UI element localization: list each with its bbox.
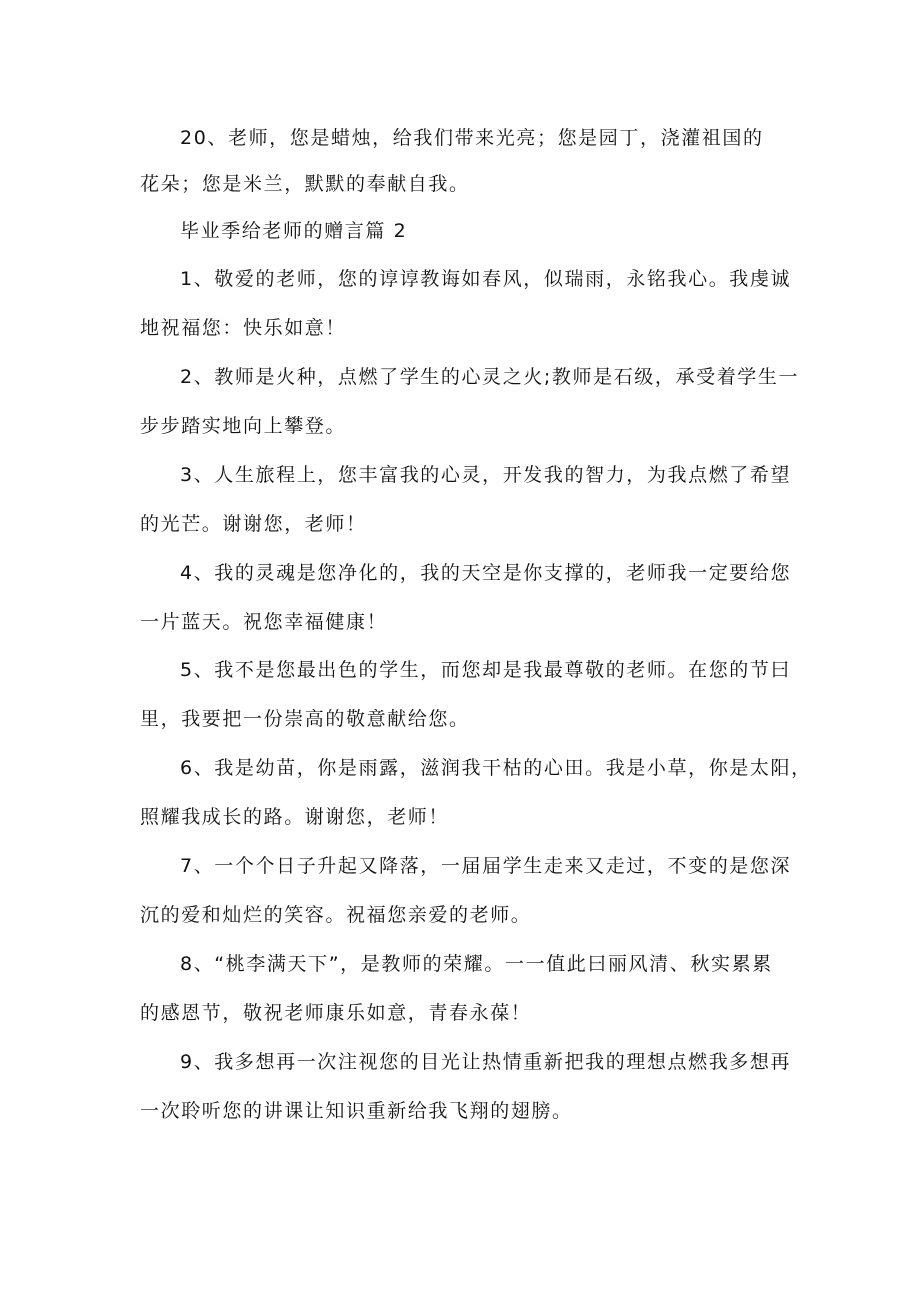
item-2-line-2: 步步踏实地向上攀登。 <box>140 415 347 437</box>
item-1-line-1: 1、敬爱的老师，您的谆谆教诲如春风，似瑞雨，永铭我心。我虔诚 <box>180 268 792 290</box>
item-5-line-2: 里，我要把一份崇高的敬意献给您。 <box>140 708 470 730</box>
item-2-line-1: 2、教师是火种，点燃了学生的心灵之火;教师是石级，承受着学生一 <box>180 366 800 388</box>
item-3-line-2: 的光芒。谢谢您，老师！ <box>140 513 367 535</box>
item-1-line-2: 地祝福您：快乐如意！ <box>140 317 347 339</box>
item-6-line-1: 6、我是幼苗，你是雨露，滋润我干枯的心田。我是小草，你是太阳， <box>180 757 812 779</box>
item-3-line-1: 3、人生旅程上，您丰富我的心灵，开发我的智力，为我点燃了希望 <box>180 464 792 486</box>
item-7-line-2: 沉的爱和灿烂的笑容。祝福您亲爱的老师。 <box>140 904 532 926</box>
item-8-line-2: 的感恩节，敬祝老师康乐如意，青春永葆！ <box>140 1002 532 1024</box>
item-8-line-1: 8、“桃李满天下”，是教师的荣耀。一一值此曰丽风清、秋实累累 <box>180 953 773 975</box>
intro-line-2: 花朵；您是米兰，默默的奉献自我。 <box>140 173 470 195</box>
item-7-line-1: 7、一个个日子升起又降落，一届届学生走来又走过，不变的是您深 <box>180 855 792 877</box>
item-9-line-1: 9、我多想再一次注视您的目光让热情重新把我的理想点燃我多想再 <box>180 1051 792 1073</box>
section-title: 毕业季给老师的赠言篇 2 <box>180 220 408 242</box>
item-6-line-2: 照耀我成长的路。谢谢您，老师！ <box>140 806 450 828</box>
intro-line-1: 20、老师，您是蜡烛，给我们带来光亮；您是园丁，浇灌祖国的 <box>180 127 764 149</box>
item-9-line-2: 一次聆听您的讲课让知识重新给我飞翔的翅膀。 <box>140 1100 573 1122</box>
item-5-line-1: 5、我不是您最出色的学生，而您却是我最尊敬的老师。在您的节曰 <box>180 659 792 681</box>
item-4-line-2: 一片蓝天。祝您幸福健康！ <box>140 611 388 633</box>
item-4-line-1: 4、我的灵魂是您净化的，我的天空是你支撑的，老师我一定要给您 <box>180 562 792 584</box>
